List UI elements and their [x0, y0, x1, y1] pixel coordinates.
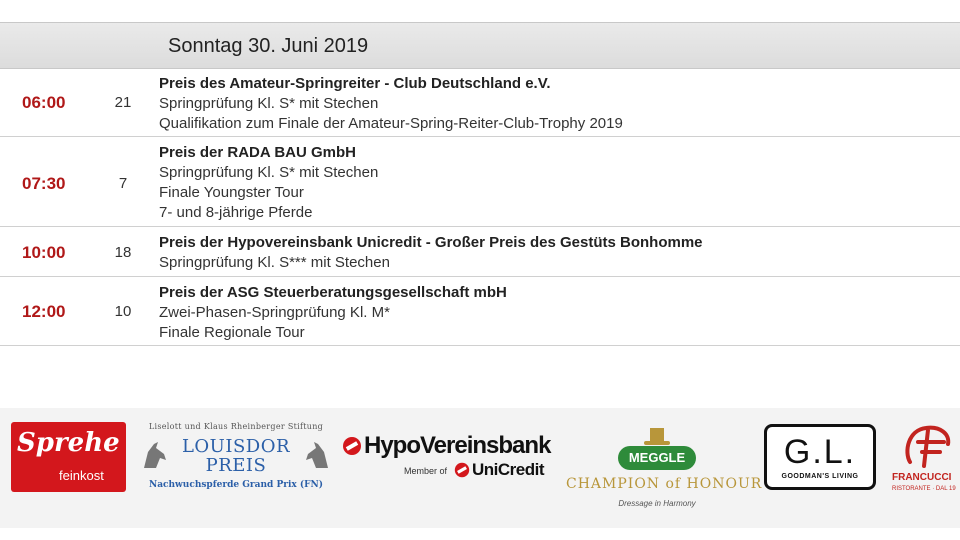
- event-time: 10:00: [22, 243, 66, 262]
- event-line: Finale Youngster Tour: [159, 184, 304, 201]
- event-line: Qualifikation zum Finale der Amateur-Spring-Reiter-Club-Trophy 2019: [159, 115, 623, 132]
- sponsor-bar: [0, 408, 960, 528]
- event-title: Preis der ASG Steuerberatungsgesellschaft mbH: [159, 284, 507, 301]
- event-details: [159, 233, 949, 273]
- meggle-tagline: Dressage in Harmony: [618, 499, 696, 508]
- louisdor-logo: [138, 422, 334, 494]
- event-details: [159, 143, 949, 223]
- louisdor-foundation: Liselott und Klaus Rheinberger Stiftung: [148, 422, 324, 431]
- hypo-mark-icon: [342, 436, 362, 456]
- event-title: Preis des Amateur-Springreiter - Club Deutschland e.V.: [159, 75, 551, 92]
- hypo-name: HypoVereinsbank: [364, 432, 551, 459]
- meggle-logo: [566, 424, 763, 514]
- event-title: Preis der Hypovereinsbank Unicredit - Großer Preis des Gestüts Bonhomme: [159, 234, 703, 251]
- gl-mark: G.L.: [783, 433, 857, 471]
- hat-icon: [642, 426, 672, 448]
- unicredit-name: UniCredit: [472, 460, 544, 479]
- gl-sub: GOODMAN'S LIVING: [781, 473, 859, 480]
- hypovereinsbank-logo: [342, 432, 552, 492]
- sprehe-name: Sprehe: [17, 428, 120, 458]
- event-number: 10: [114, 303, 132, 320]
- event-row: [0, 227, 960, 277]
- meggle-name: MEGGLE: [618, 446, 696, 470]
- event-details: [159, 283, 949, 343]
- francucci-logo: [892, 422, 960, 504]
- event-line: Springprüfung Kl. S* mit Stechen: [159, 164, 379, 181]
- sprehe-sub: feinkost: [59, 468, 104, 483]
- louisdor-line2: PREIS: [205, 455, 267, 476]
- francucci-sub: RISTORANTE · DAL 19: [892, 486, 956, 492]
- event-line: Finale Regionale Tour: [159, 324, 305, 341]
- louisdor-line1: LOUISDOR: [181, 436, 291, 457]
- hypo-member: Member of: [404, 466, 448, 476]
- event-time: 06:00: [22, 93, 66, 112]
- event-details: [159, 74, 949, 134]
- event-line: 7- und 8-jährige Pferde: [159, 204, 313, 221]
- monogram-icon: [900, 422, 956, 470]
- goodmans-living-logo: [764, 424, 876, 490]
- event-line: Springprüfung Kl. S*** mit Stechen: [159, 254, 390, 271]
- event-line: Zwei-Phasen-Springprüfung Kl. M*: [159, 304, 390, 321]
- meggle-line: CHAMPION of HONOUR: [566, 476, 763, 492]
- sprehe-logo: [11, 422, 126, 492]
- event-number: 21: [114, 94, 132, 111]
- day-date: Sonntag 30. Juni 2019: [168, 35, 369, 57]
- event-row: [0, 137, 960, 227]
- francucci-name: FRANCUCCI: [892, 472, 952, 483]
- day-header: [0, 22, 960, 69]
- event-number: 18: [114, 244, 132, 261]
- event-time: 12:00: [22, 302, 66, 321]
- event-time: 07:30: [22, 174, 66, 193]
- top-strip: [0, 0, 960, 22]
- event-row: [0, 68, 960, 137]
- event-row: [0, 277, 960, 346]
- louisdor-subtitle: Nachwuchspferde Grand Prix (FN): [148, 480, 324, 490]
- event-line: Springprüfung Kl. S* mit Stechen: [159, 95, 379, 112]
- unicredit-mark-icon: [454, 462, 470, 478]
- event-number: 7: [118, 175, 128, 192]
- event-title: Preis der RADA BAU GmbH: [159, 144, 356, 161]
